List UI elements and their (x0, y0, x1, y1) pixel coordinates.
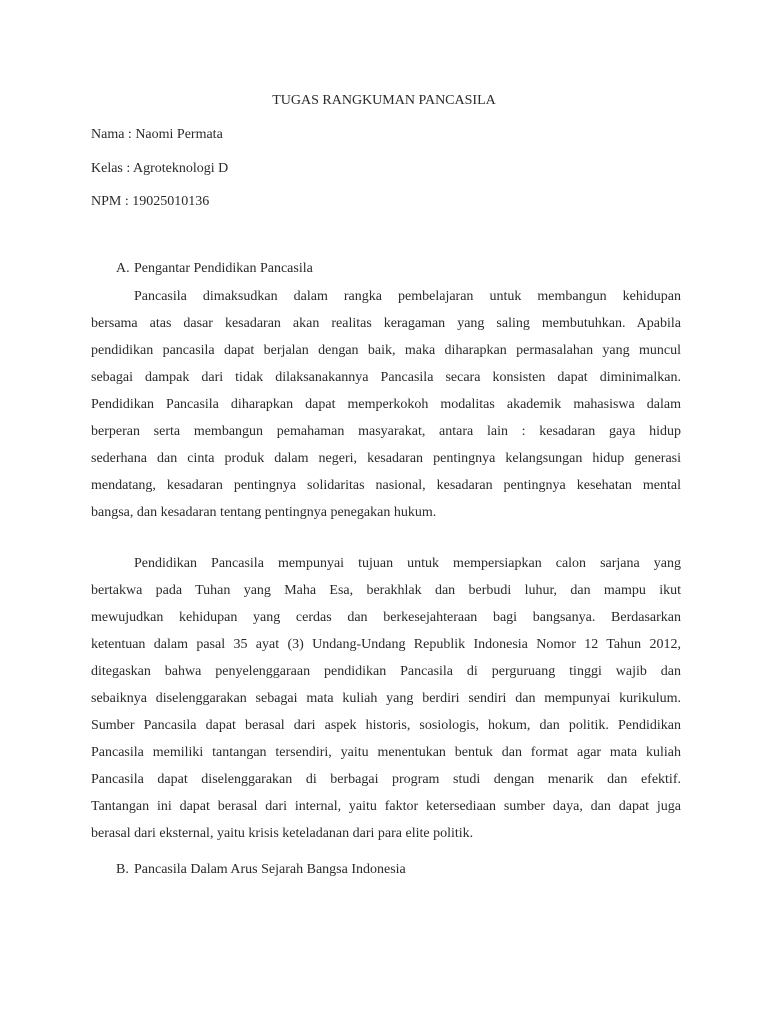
paragraph-line: ketentuan dalam pasal 35 ayat (3) Undang-Undang Republik Indonesia Nomor 12 Tahun 2012, (91, 637, 681, 652)
paragraph-line: pendidikan pancasila dapat berjalan dengan baik, maka diharapkan permasalahan yang muncul (91, 343, 681, 358)
student-class: Kelas : Agroteknologi D (91, 161, 229, 176)
paragraph-line: Pancasila dimaksudkan dalam rangka pembelajaran untuk membangun kehidupan (134, 289, 681, 304)
paragraph-line: bertakwa pada Tuhan yang Maha Esa, berakhlak dan berbudi luhur, dan mampu ikut (91, 583, 681, 598)
paragraph-line: bersama atas dasar kesadaran akan realitas keragaman yang saling membutuhkan. Apabila (91, 316, 681, 331)
paragraph-line: ditegaskan bahwa penyelenggaraan pendidikan Pancasila di perguruang tinggi wajib dan (91, 664, 681, 679)
paragraph-line: Pendidikan Pancasila diharapkan dapat memperkokoh modalitas akademik mahasiswa dalam (91, 397, 681, 412)
paragraph-line: berasal dari eksternal, yaitu krisis keteladanan dari para elite politik. (91, 826, 474, 841)
paragraph-line: Pendidikan Pancasila mempunyai tujuan untuk mempersiapkan calon sarjana yang (134, 556, 681, 571)
paragraph-line: mendatang, kesadaran pentingnya solidaritas nasional, kesadaran pentingnya kesehatan mental (91, 478, 681, 493)
paragraph-line: sebagai dampak dari tidak dilaksanakannya Pancasila secara konsisten dapat diminimalkan. (91, 370, 681, 385)
paragraph-line: Pancasila dapat diselenggarakan di berbagai program studi dengan menarik dan efektif. (91, 772, 681, 787)
section-a-heading: Pengantar Pendidikan Pancasila (134, 261, 313, 276)
section-b-marker: B. (116, 862, 129, 877)
section-b-heading: Pancasila Dalam Arus Sejarah Bangsa Indonesia (134, 862, 406, 877)
section-a-marker: A. (116, 261, 130, 276)
paragraph-line: sebaiknya diselenggarakan sebagai mata kuliah yang berdiri sendiri dan mempunyai kurikulum. (91, 691, 681, 706)
document-title: TUGAS RANGKUMAN PANCASILA (272, 93, 496, 108)
paragraph-line: sederhana dan cinta produk dalam negeri, kesadaran pentingnya kelangsungan hidup generasi (91, 451, 681, 466)
paragraph-line: bangsa, dan kesadaran tentang pentingnya penegakan hukum. (91, 505, 437, 520)
student-npm: NPM : 19025010136 (91, 194, 210, 209)
paragraph-line: berperan serta membangun pemahaman masyarakat, antara lain : kesadaran gaya hidup (91, 424, 681, 439)
paragraph-line: Sumber Pancasila dapat berasal dari aspek historis, sosiologis, hokum, dan politik. Pendidikan (91, 718, 681, 733)
student-name: Nama : Naomi Permata (91, 127, 223, 142)
paragraph-line: Pancasila memiliki tantangan tersendiri, yaitu menentukan bentuk dan format agar mata kuliah (91, 745, 681, 760)
paragraph-line: mewujudkan kehidupan yang cerdas dan berkesejahteraan bagi bangsanya. Berdasarkan (91, 610, 681, 625)
paragraph-line: Tantangan ini dapat berasal dari internal, yaitu faktor ketersediaan sumber daya, dan dapat juga (91, 799, 681, 814)
